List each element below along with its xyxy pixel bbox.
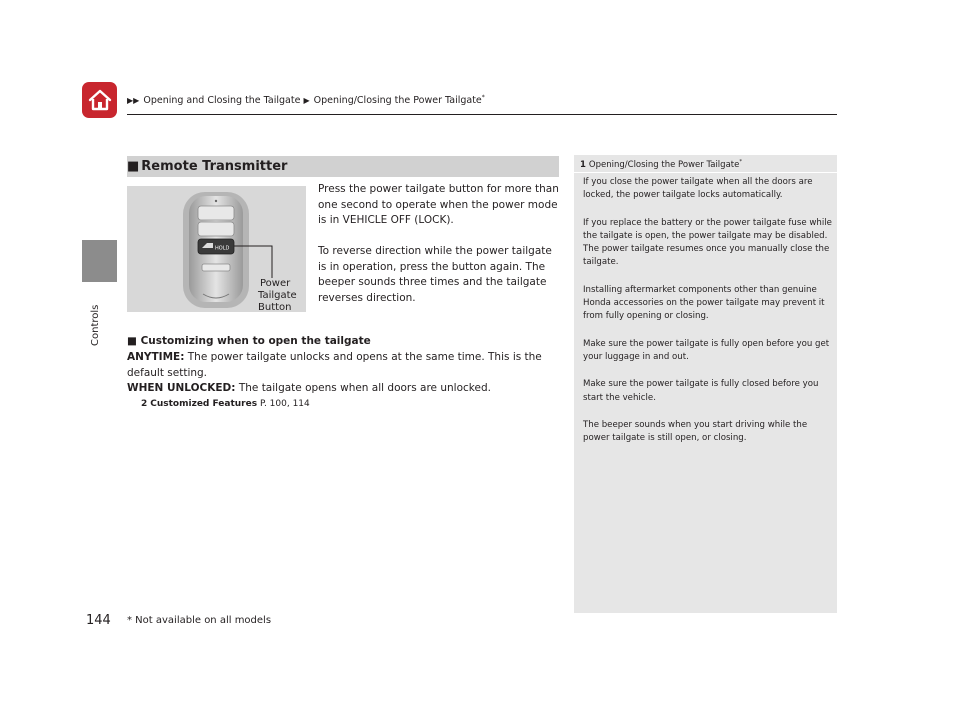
header-divider: [127, 114, 837, 115]
subsection-title: Customizing when to open the tailgate: [140, 335, 371, 347]
callout-label-line3: Button: [258, 302, 292, 312]
home-button[interactable]: [82, 82, 117, 118]
section-title: Remote Transmitter: [141, 159, 288, 174]
notes-asterisk: *: [739, 159, 743, 165]
side-tab-marker: [82, 240, 117, 282]
cross-reference-link[interactable]: [141, 399, 310, 409]
notes-body: [583, 176, 833, 459]
notes-title: [580, 159, 742, 170]
section-marker-icon: ■: [127, 159, 140, 174]
reference-pages: P. 100, 114: [257, 399, 310, 409]
notes-panel: [574, 155, 837, 613]
home-icon: [87, 88, 113, 112]
remote-transmitter-figure: [127, 186, 306, 312]
note-paragraph: Installing aftermarket components other than genuine Honda accessories on the power tailgate may prevent it from fully opening or closing.: [583, 284, 825, 322]
body-paragraph: Press the power tailgate button for more than one second to operate when the power mode is in VEHICLE OFF (LOCK).: [318, 183, 559, 226]
option-when-unlocked: [127, 381, 562, 397]
note-paragraph: The beeper sounds when you start driving while the power tailgate is still open, or closing.: [583, 419, 808, 444]
option-description: The tailgate opens when all doors are unlocked.: [235, 382, 491, 394]
note-paragraph: If you replace the battery or the power tailgate fuse while the tailgate is open, the power tailgate may be disabled. The power tailgate resumes once you manually close the tailgate.: [583, 217, 832, 268]
notes-number-icon: 1: [580, 159, 586, 170]
fob-indicator-icon: [215, 200, 217, 202]
notes-title-text: Opening/Closing the Power Tailgate: [588, 159, 740, 170]
breadcrumb: [127, 94, 485, 106]
section-heading: [127, 156, 559, 177]
footnote: * Not available on all models: [127, 615, 272, 626]
fob-hold-text: HOLD: [215, 245, 230, 252]
breadcrumb-arrow-icon: ▶▶: [127, 96, 140, 106]
subsection-heading: [127, 335, 371, 347]
subsection-marker-icon: ■: [127, 335, 137, 347]
fob-unlock-button[interactable]: [198, 222, 234, 236]
fob-panic-button[interactable]: [202, 264, 230, 271]
breadcrumb-link-tailgate[interactable]: Opening and Closing the Tailgate: [143, 95, 301, 107]
option-label: ANYTIME:: [127, 351, 185, 363]
reference-title: Customized Features: [150, 399, 258, 409]
callout-label-line2: Tailgate: [258, 290, 297, 301]
option-label: WHEN UNLOCKED:: [127, 382, 236, 394]
option-description: The power tailgate unlocks and opens at the same time. This is the default setting.: [127, 351, 542, 379]
note-paragraph: Make sure the power tailgate is fully closed before you start the vehicle.: [583, 379, 819, 403]
fob-lock-button[interactable]: [198, 206, 234, 220]
callout-label-line1: Power: [260, 278, 291, 289]
note-paragraph: Make sure the power tailgate is fully open before you get your luggage in and out.: [583, 338, 830, 362]
breadcrumb-arrow-icon: ▶: [303, 96, 310, 106]
option-anytime: [127, 350, 562, 381]
body-paragraph: To reverse direction while the power tailgate is in operation, press the button again. The beeper sounds three times and the tailgate reverses direction.: [318, 245, 552, 304]
note-paragraph: If you close the power tailgate when all the doors are locked, the power tailgate locks automatically.: [583, 177, 813, 201]
key-fob-illustration: [127, 186, 306, 312]
side-tab-label: Controls: [90, 304, 101, 346]
breadcrumb-current: Opening/Closing the Power Tailgate: [313, 95, 482, 107]
notes-divider: [574, 172, 837, 173]
page-number: 144: [86, 613, 111, 628]
breadcrumb-asterisk: *: [481, 94, 485, 101]
reference-arrow-icon: 2: [141, 399, 148, 409]
